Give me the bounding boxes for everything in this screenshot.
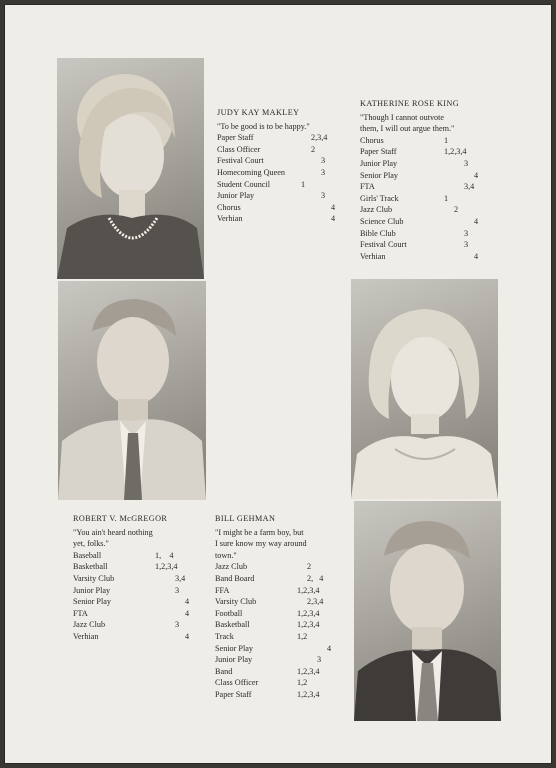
student-quote: "I might be a farm boy, but I sure know my way around town." [215,527,307,560]
activity-row: Junior Play 3 [360,158,469,168]
activity-row: Junior Play 3 [217,191,326,201]
activity-row: Verhian 4 [73,631,190,641]
portrait-photo-king [351,279,498,499]
portrait-photo-mcgregor [58,281,206,500]
activity-row: Bible Club 3 [360,228,469,238]
activity-row: Band Board 2, 4 [215,573,324,583]
activity-row: Paper Staff 1,2,3,4 [360,147,467,157]
activity-row: Verhian 4 [360,251,479,261]
student-name: ROBERT V. McGREGOR [73,514,168,523]
activity-row: Class Officer 1,2 [215,678,308,688]
activity-row: FFA 1,2,3,4 [215,585,320,595]
student-quote: "Though I cannot outvote them, I will out argue them." [360,112,455,134]
student-quote: "To be good is to be happy." [217,121,310,131]
portrait-photo-gehman [354,501,501,721]
yearbook-page [4,4,552,764]
activity-row: Track 1,2 [215,631,308,641]
student-entry-king [360,98,500,262]
activity-row: Science Club 4 [360,216,479,226]
activity-row: Verhian 4 [217,214,336,224]
activity-row: Festival Court 3 [360,240,469,250]
activity-row: Varsity Club 3,4 [73,573,186,583]
activity-row: Junior Play 3 [215,655,322,665]
activity-row: Basketball 1,2,3,4 [215,620,320,630]
activity-row: Chorus 1 [360,135,449,145]
activity-row: Paper Staff 1,2,3,4 [215,689,320,699]
activity-row: FTA 3,4 [360,182,475,192]
activity-row: Girls' Track 1 [360,193,449,203]
activity-row: Homecoming Queen 3 [217,167,326,177]
student-quote: "You ain't heard nothing yet, folks." [73,527,153,549]
activity-row: Football 1,2,3,4 [215,608,320,618]
student-name: JUDY KAY MAKLEY [217,108,300,117]
activity-row: Chorus 4 [217,202,336,212]
activity-row: Senior Play 4 [360,170,479,180]
activity-row: Varsity Club 2,3,4 [215,597,324,607]
activity-row: Baseball 1, 4 [73,550,174,560]
student-name: BILL GEHMAN [215,514,276,523]
activity-row: Paper Staff 2,3,4 [217,133,328,143]
activity-row: Band 1,2,3,4 [215,666,320,676]
student-name: KATHERINE ROSE KING [360,99,460,108]
activity-row: Senior Play 4 [73,597,190,607]
portrait-photo-makley [57,58,204,279]
activity-row: Basketball 1,2,3,4 [73,562,178,572]
student-entry-mcgregor [73,513,203,643]
activity-row: FTA 4 [73,608,190,618]
student-entry-gehman [215,513,350,701]
activity-row: Student Council 1 [217,179,306,189]
activity-row: Jazz Club 3 [73,620,180,630]
activity-row: Class Officer 2 [217,144,316,154]
activity-row: Jazz Club 2 [215,562,312,572]
activity-row: Junior Play 3 [73,585,180,595]
student-entry-makley [217,107,347,225]
activity-row: Jazz Club 2 [360,205,459,215]
activity-row: Festival Court 3 [217,156,326,166]
activity-row: Senior Play 4 [215,643,332,653]
